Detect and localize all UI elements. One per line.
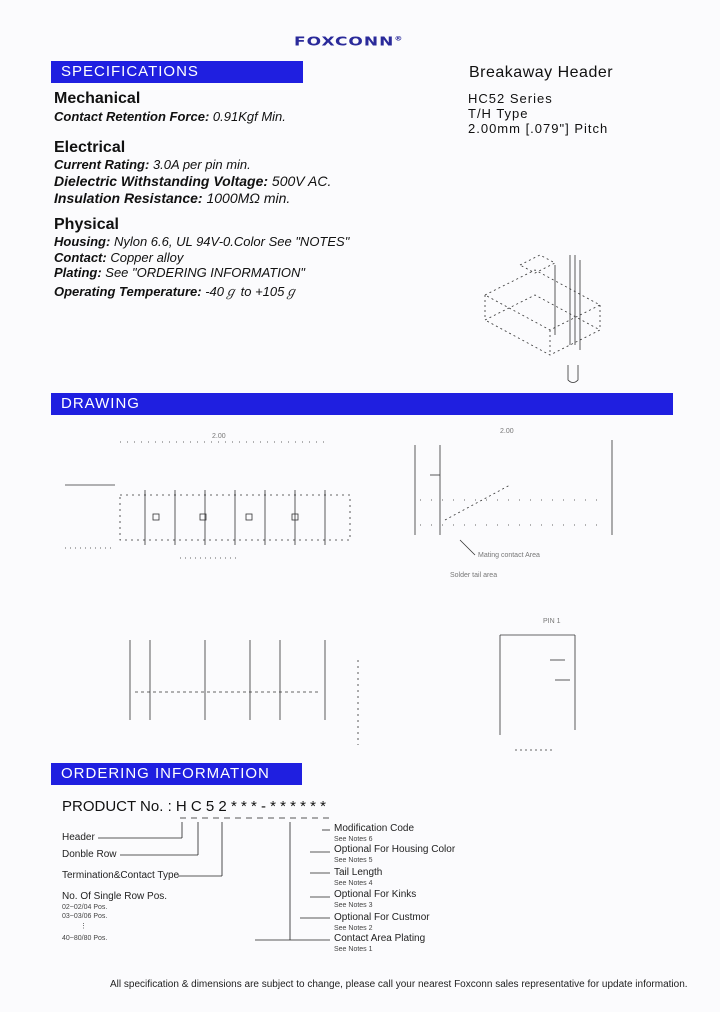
order-note: See Notes 2 <box>334 925 373 932</box>
spec-value: See "ORDERING INFORMATION" <box>101 265 305 280</box>
positions-ellipsis: ⋮ <box>80 923 87 930</box>
order-note: See Notes 5 <box>334 857 373 864</box>
product-number-label: PRODUCT No. : <box>62 798 172 815</box>
spec-value: 500V AC. <box>268 173 332 189</box>
footer-disclaimer: All specification & dimensions are subject to change, please call your nearest Foxconn sales representative for update information. <box>110 979 688 990</box>
mating-area-label: Mating contact Area <box>478 552 540 559</box>
order-left-label-positions: No. Of Single Row Pos. <box>62 891 168 902</box>
order-right-label-custmor: Optional For Custmor <box>334 912 430 923</box>
order-right-label-kinks: Optional For Kinks <box>334 889 417 900</box>
spec-label: Dielectric Withstanding Voltage: <box>54 173 269 189</box>
product-type: T/H Type <box>468 106 529 121</box>
order-note: See Notes 6 <box>334 836 373 843</box>
order-right-label-tail-length: Tail Length <box>334 867 383 878</box>
dim-label-a: 2.00 <box>212 433 226 440</box>
product-title: Breakaway Header <box>469 64 614 81</box>
spec-value: 0.91Kgf Min. <box>209 109 286 124</box>
section-bar-ordering: ORDERING INFORMATION <box>51 763 302 785</box>
product-series: HC52 Series <box>468 91 553 106</box>
solder-tail-label: Solder tail area <box>450 572 498 579</box>
spec-label: Insulation Resistance: <box>54 190 203 206</box>
spec-label: Current Rating: <box>54 157 150 172</box>
registered-mark: ® <box>394 35 404 42</box>
product-number-code: H C 5 2 * * * - * * * * * * <box>175 798 326 815</box>
positions-option: 03~03/06 Pos. <box>62 913 108 920</box>
order-note: See Notes 1 <box>334 946 373 953</box>
positions-option: 02~02/04 Pos. <box>62 904 108 911</box>
section-bar-specifications: SPECIFICATIONS <box>51 61 303 83</box>
spec-value: Nylon 6.6, UL 94V-0.Color See "NOTES" <box>110 234 350 249</box>
pin1-label: PIN 1 <box>543 618 561 625</box>
spec-value: 3.0A per pin min. <box>149 157 251 172</box>
order-note: See Notes 3 <box>334 902 373 909</box>
order-note: See Notes 4 <box>334 880 373 887</box>
positions-option: 40~80/80 Pos. <box>62 935 108 942</box>
order-left-label-header: Header <box>62 832 95 843</box>
order-right-label-plating: Contact Area Plating <box>334 933 426 944</box>
spec-label: Housing: <box>54 234 111 249</box>
order-left-label-termination: Termination&Contact Type <box>62 870 180 881</box>
order-right-label-housing-color: Optional For Housing Color <box>334 844 456 855</box>
spec-value: 1000MΩ min. <box>202 190 291 206</box>
dim-label-b: 2.00 <box>500 428 514 435</box>
spec-label: Contact Retention Force: <box>54 109 210 124</box>
spec-value: -40ℊ to +105ℊ <box>201 284 298 299</box>
spec-label: Contact: <box>54 250 107 265</box>
product-pitch: 2.00mm [.079"] Pitch <box>468 121 609 136</box>
section-bar-drawing: DRAWING <box>51 393 673 415</box>
mechanical-heading: Mechanical <box>54 90 141 107</box>
logo-text: FOXCONN <box>294 34 395 49</box>
order-left-label-double-row: Donble Row <box>62 849 117 860</box>
spec-value: Copper alloy <box>106 250 184 265</box>
order-right-label-modification: Modification Code <box>334 823 415 834</box>
spec-label: Plating: <box>54 265 102 280</box>
spec-label: Operating Temperature: <box>54 284 202 299</box>
electrical-heading: Electrical <box>54 139 126 156</box>
physical-heading: Physical <box>54 216 119 233</box>
